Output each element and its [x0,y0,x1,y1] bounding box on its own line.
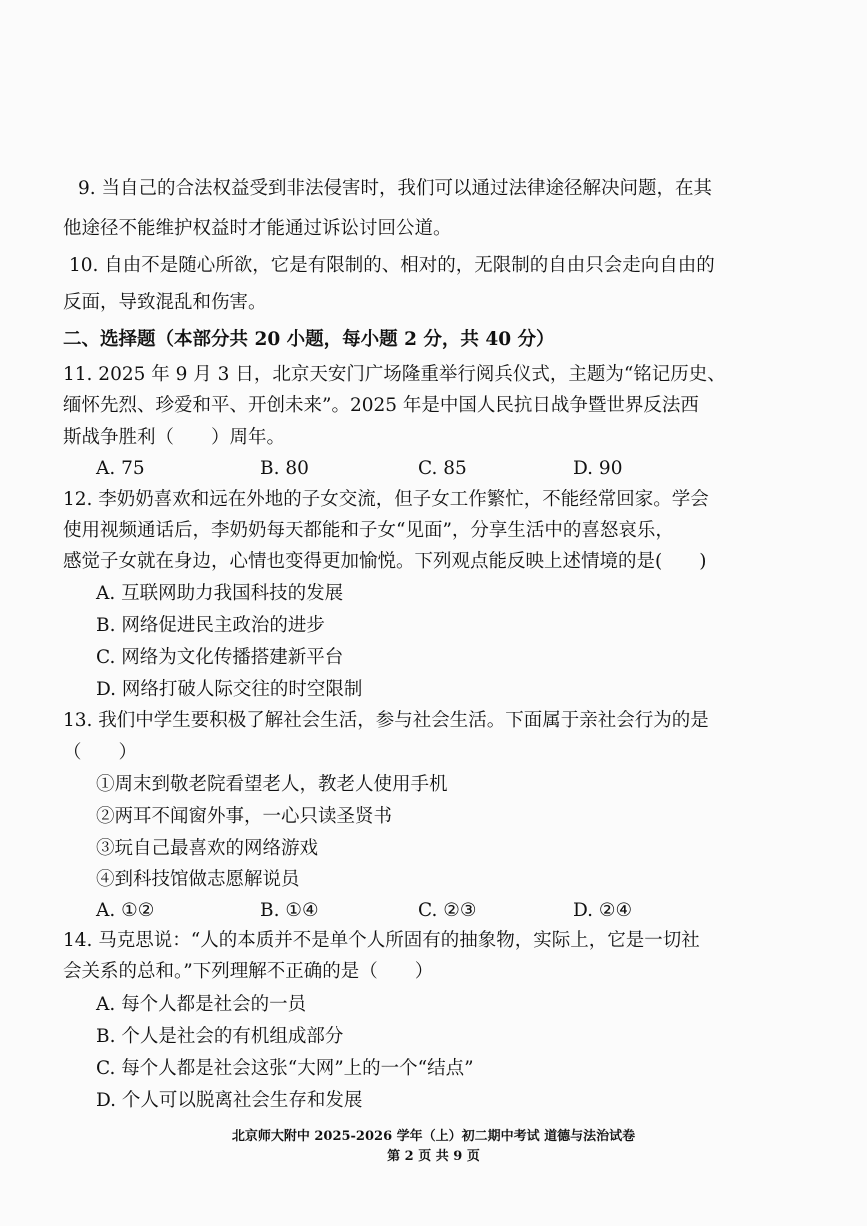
q13-line-2: （ ） [63,742,138,763]
section-title: 二、选择题（本部分共 20 小题，每小题 2 分，共 40 分） [63,329,555,350]
q11-option-a: A. 75 [96,458,145,479]
q13-item-1: ①周末到敬老院看望老人，教老人使用手机 [96,774,448,795]
q13-option-a: A. ①② [96,900,155,921]
q14-option-d: D. 个人可以脱离社会生存和发展 [96,1090,363,1111]
q11-line-1: 11. 2025 年 9 月 3 日，北京天安门广场隆重举行阅兵仪式，主题为“铭记历史、 [63,364,726,385]
q11-line-2: 缅怀先烈、珍爱和平、开创未来”。2025 年是中国人民抗日战争暨世界反法西 [63,395,699,416]
q14-line-2: 会关系的总和。”下列理解不正确的是（ ） [63,961,434,982]
q11-option-c: C. 85 [418,458,467,479]
q14-line-1: 14. 马克思说：“人的本质并不是单个人所固有的抽象物，实际上，它是一切社 [63,930,700,951]
q11-line-3: 斯战争胜利（ ）周年。 [63,427,286,448]
q9-line-1: 9. 当自己的合法权益受到非法侵害时，我们可以通过法律途径解决问题，在其 [78,178,713,199]
q14-option-b: B. 个人是社会的有机组成部分 [96,1026,344,1047]
q13-option-c: C. ②③ [418,900,477,921]
q12-line-3: 感觉子女就在身边，心情也变得更加愉悦。下列观点能反映上述情境的是( ) [63,551,707,572]
q11-option-d: D. 90 [573,458,623,479]
q9-line-2: 他途径不能维护权益时才能通过诉讼讨回公道。 [63,218,452,239]
q13-item-4: ④到科技馆做志愿解说员 [96,869,300,890]
q13-item-2: ②两耳不闻窗外事，一心只读圣贤书 [96,806,393,827]
q10-line-1: 10. 自由不是随心所欲，它是有限制的、相对的，无限制的自由只会走向自由的 [69,255,715,276]
q12-line-2: 使用视频通话后，李奶奶每天都能和子女“见面”，分享生活中的喜怒哀乐， [63,520,674,541]
q13-option-d: D. ②④ [573,900,633,921]
q12-option-d: D. 网络打破人际交往的时空限制 [96,679,363,700]
q14-option-c: C. 每个人都是社会这张“大网”上的一个“结点” [96,1058,474,1079]
q13-item-3: ③玩自己最喜欢的网络游戏 [96,838,319,859]
q12-option-a: A. 互联网助力我国科技的发展 [96,583,344,604]
q12-option-b: B. 网络促进民主政治的进步 [96,615,325,636]
q14-option-a: A. 每个人都是社会的一员 [96,994,307,1015]
footer-title: 北京师大附中 2025-2026 学年（上）初二期中考试 道德与法治试卷 [231,1129,636,1144]
q13-line-1: 13. 我们中学生要积极了解社会生活，参与社会生活。下面属于亲社会行为的是 [63,710,709,731]
footer-page-number: 第 2 页 共 9 页 [387,1149,480,1164]
q11-option-b: B. 80 [260,458,309,479]
q13-option-b: B. ①④ [260,900,319,921]
q12-option-c: C. 网络为文化传播搭建新平台 [96,647,344,668]
q10-line-2: 反面，导致混乱和伤害。 [63,292,267,313]
q12-line-1: 12. 李奶奶喜欢和远在外地的子女交流，但子女工作繁忙，不能经常回家。学会 [63,489,709,510]
